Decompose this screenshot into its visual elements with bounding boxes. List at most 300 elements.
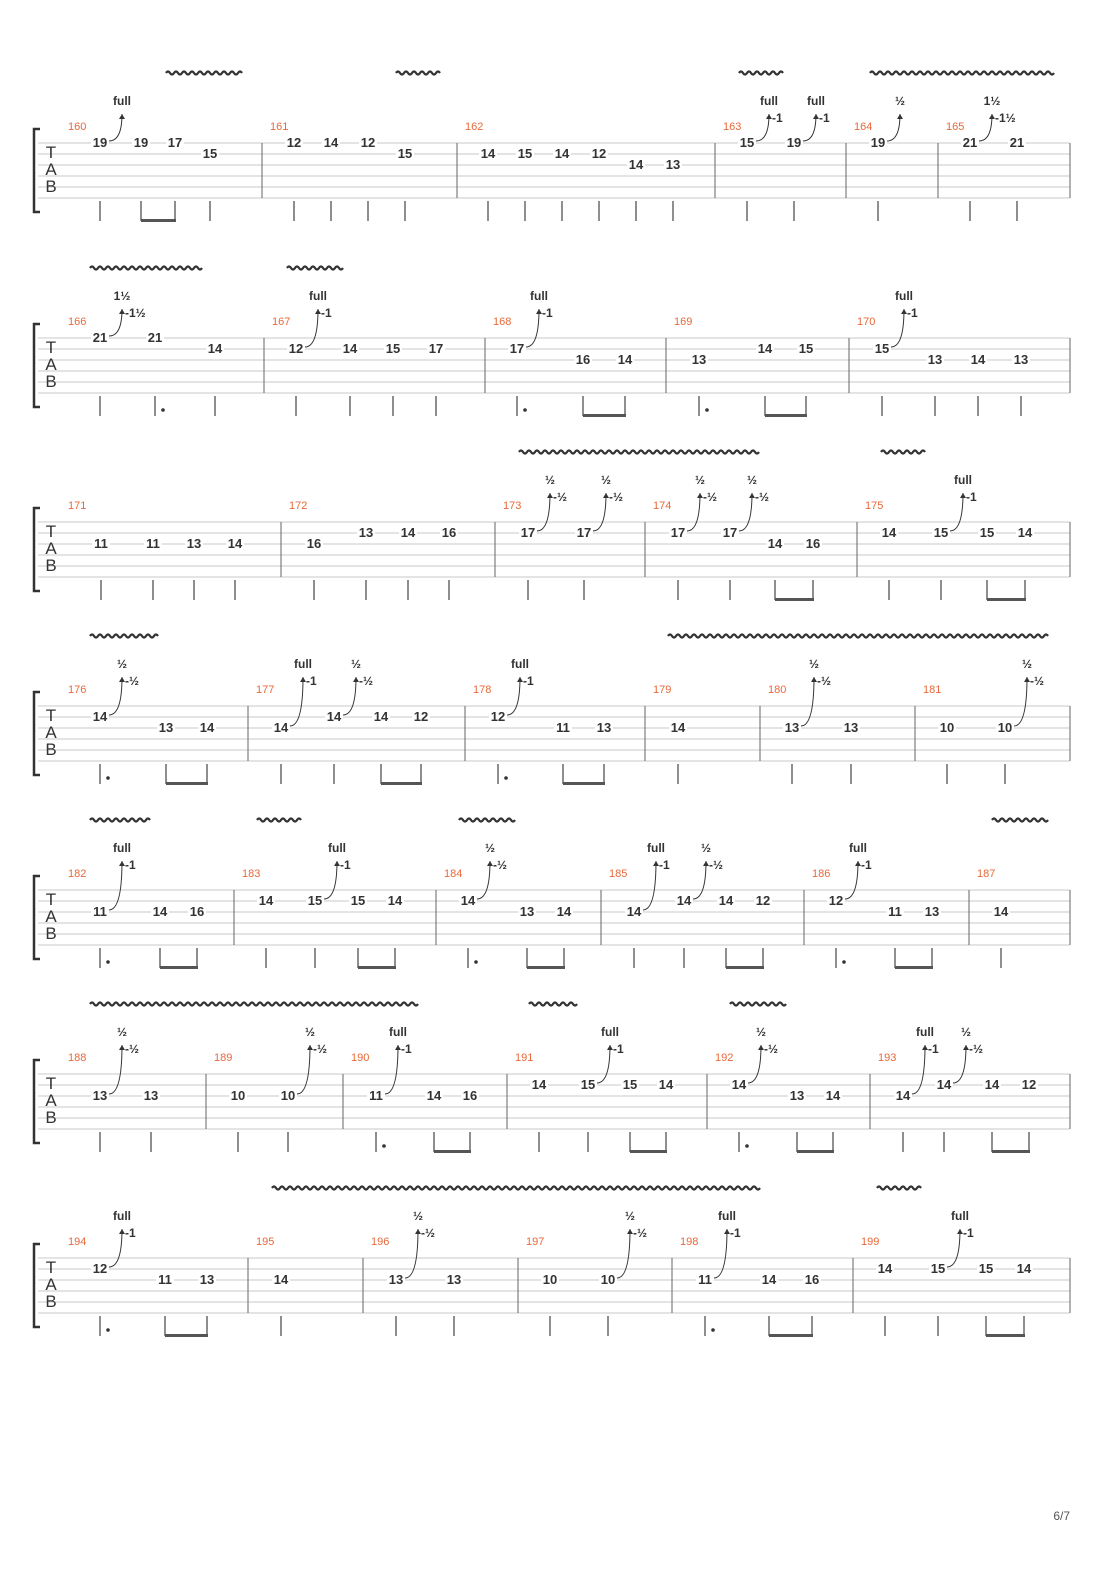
fret-number: 14	[993, 904, 1009, 919]
bend-label: full	[328, 841, 346, 855]
fret-number: 11	[158, 1272, 172, 1287]
fret-number: 14	[757, 341, 773, 356]
measure-number: 178	[473, 684, 492, 696]
fret-number: 15	[930, 1261, 946, 1276]
bend-label: ½	[484, 841, 496, 855]
measure-176	[68, 657, 216, 784]
bend-arrow	[109, 1229, 122, 1267]
measure-number: 195	[256, 1236, 275, 1248]
measure-170	[857, 289, 1030, 416]
release-label: -½	[125, 1042, 140, 1056]
release-label: -½	[609, 490, 624, 504]
tab-clef-letter: T	[45, 522, 57, 541]
fret-number: 16	[462, 1088, 478, 1103]
bend-arrow	[324, 861, 337, 899]
fret-number: 14	[400, 525, 416, 540]
fret-number: 19	[870, 135, 886, 150]
measure-181	[923, 657, 1044, 784]
fret-number: 10	[997, 720, 1013, 735]
bend-arrowhead	[119, 114, 125, 119]
fret-number: 14	[825, 1088, 841, 1103]
measure-172	[289, 500, 458, 600]
fret-number: 15	[350, 893, 366, 908]
bend-label: full	[113, 1209, 131, 1223]
fret-number: 14	[617, 352, 633, 367]
vibrato-mark	[90, 635, 158, 638]
release-label: -½	[633, 1226, 648, 1240]
fret-number: 15	[798, 341, 814, 356]
release-label: -1	[819, 111, 830, 125]
bend-arrow	[593, 493, 606, 531]
fret-number: 19	[133, 135, 149, 150]
bend-label: full	[389, 1025, 407, 1039]
fret-number: 14	[92, 709, 108, 724]
rhythm-dot	[161, 408, 165, 412]
beam	[797, 1150, 834, 1153]
bend-arrow	[109, 677, 122, 715]
fret-number: 14	[326, 709, 342, 724]
bend-label: full	[807, 94, 825, 108]
fret-number: 15	[739, 135, 755, 150]
measure-174	[653, 473, 822, 600]
rhythm-dot	[474, 960, 478, 964]
fret-number: 14	[628, 157, 644, 172]
rhythm-dot	[745, 1144, 749, 1148]
rhythm-dot	[842, 960, 846, 964]
bend-arrow	[891, 309, 904, 347]
tab-clef-letter: A	[45, 160, 57, 179]
bend-label: ½	[304, 1025, 316, 1039]
fret-number: 13	[843, 720, 859, 735]
release-label: -1	[340, 858, 351, 872]
bend-label: ½	[1021, 657, 1033, 671]
fret-number: 16	[575, 352, 591, 367]
tab-system	[34, 635, 1070, 786]
vibrato-mark	[529, 1003, 577, 1006]
measure-186	[812, 841, 941, 968]
fret-number: 11	[556, 720, 570, 735]
system-bracket	[34, 876, 40, 959]
bend-label: ½	[960, 1025, 972, 1039]
bend-arrow	[297, 1045, 310, 1094]
fret-number: 15	[580, 1077, 596, 1092]
beam	[527, 966, 565, 969]
release-label: -1½	[995, 111, 1016, 125]
rhythm-dot	[106, 1328, 110, 1332]
bend-label: full	[647, 841, 665, 855]
fret-number: 14	[881, 525, 897, 540]
rhythm-dot	[106, 960, 110, 964]
fret-number: 14	[718, 893, 734, 908]
bend-arrow	[305, 309, 318, 347]
measure-number: 180	[768, 684, 787, 696]
vibrato-mark	[877, 1187, 921, 1190]
vibrato-mark	[257, 819, 301, 822]
release-label: -1	[401, 1042, 412, 1056]
tab-clef-letter: A	[45, 1091, 57, 1110]
rhythm-dot	[711, 1328, 715, 1332]
fret-number: 21	[1009, 135, 1025, 150]
page-number: 6/7	[1053, 1509, 1070, 1523]
fret-number: 10	[230, 1088, 246, 1103]
fret-number: 13	[596, 720, 612, 735]
rhythm-dot	[523, 408, 527, 412]
measure-number: 191	[515, 1052, 534, 1064]
fret-number: 19	[92, 135, 108, 150]
release-label: -1	[523, 674, 534, 688]
fret-number: 12	[490, 709, 506, 724]
fret-number: 16	[189, 904, 205, 919]
fret-number: 14	[258, 893, 274, 908]
fret-number: 17	[428, 341, 444, 356]
release-label: -1	[966, 490, 977, 504]
tab-clef-letter: B	[45, 740, 57, 759]
measure-number: 199	[861, 1236, 880, 1248]
rhythm-dot	[382, 1144, 386, 1148]
measure-number: 179	[653, 684, 672, 696]
bend-arrow	[109, 861, 122, 910]
measure-179	[653, 684, 687, 784]
beam	[986, 1334, 1025, 1337]
fret-number: 15	[517, 146, 533, 161]
bend-arrow	[912, 1045, 925, 1094]
beam	[992, 1150, 1030, 1153]
vibrato-mark	[668, 635, 1048, 638]
fret-number: 17	[722, 525, 738, 540]
measure-number: 181	[923, 684, 942, 696]
tab-clef-letter: T	[45, 1258, 57, 1277]
fret-number: 13	[199, 1272, 215, 1287]
system-bracket	[34, 692, 40, 775]
beam	[583, 414, 626, 417]
fret-number: 14	[480, 146, 496, 161]
fret-number: 14	[877, 1261, 893, 1276]
fret-number: 14	[342, 341, 358, 356]
release-label: -½	[1030, 674, 1045, 688]
measure-number: 177	[256, 684, 275, 696]
measure-number: 183	[242, 868, 261, 880]
fret-number: 12	[755, 893, 771, 908]
tab-clef-letter: A	[45, 1275, 57, 1294]
bend-arrow	[950, 493, 963, 531]
measure-167	[272, 289, 445, 416]
fret-number: 14	[970, 352, 986, 367]
fret-number: 10	[280, 1088, 296, 1103]
measure-number: 162	[465, 121, 484, 133]
fret-number: 15	[979, 525, 995, 540]
measure-number: 193	[878, 1052, 897, 1064]
fret-number: 12	[286, 135, 302, 150]
system-bracket	[34, 508, 40, 591]
measure-193	[878, 1025, 1038, 1152]
measure-number: 168	[493, 316, 512, 328]
measure-number: 174	[653, 500, 672, 512]
bend-arrow	[748, 1045, 761, 1083]
fret-number: 15	[874, 341, 890, 356]
fret-number: 11	[369, 1088, 383, 1103]
bend-arrow	[687, 493, 700, 531]
tab-system	[34, 1003, 1070, 1154]
measure-number: 172	[289, 500, 308, 512]
bend-label: full	[760, 94, 778, 108]
fret-number: 13	[388, 1272, 404, 1287]
fret-number: 10	[542, 1272, 558, 1287]
bend-label: ½	[350, 657, 362, 671]
measure-number: 161	[270, 121, 289, 133]
release-label: -½	[359, 674, 374, 688]
bend-label: full	[294, 657, 312, 671]
measure-192	[715, 1025, 842, 1152]
fret-number: 14	[676, 893, 692, 908]
fret-number: 13	[927, 352, 943, 367]
bend-arrow	[343, 677, 356, 715]
vibrato-mark	[730, 1003, 786, 1006]
release-label: -1	[321, 306, 332, 320]
bend-arrow	[714, 1229, 727, 1278]
measure-number: 187	[977, 868, 996, 880]
fret-number: 14	[373, 709, 389, 724]
bend-label: full	[849, 841, 867, 855]
tab-clef-letter: B	[45, 1292, 57, 1311]
rhythm-dot	[504, 776, 508, 780]
measure-175	[865, 473, 1034, 600]
bend-label: ½	[808, 657, 820, 671]
release-label: -1	[861, 858, 872, 872]
fret-number: 17	[167, 135, 183, 150]
measure-number: 171	[68, 500, 87, 512]
fret-number: 10	[600, 1272, 616, 1287]
measure-196	[371, 1209, 463, 1336]
bend-label: full	[530, 289, 548, 303]
measure-number: 169	[674, 316, 693, 328]
fret-number: 13	[784, 720, 800, 735]
bend-arrow	[643, 861, 656, 910]
measure-number: 196	[371, 1236, 390, 1248]
bend-label: ½	[624, 1209, 636, 1223]
bend-label: ½	[746, 473, 758, 487]
release-label: -½	[817, 674, 832, 688]
fret-number: 12	[413, 709, 429, 724]
fret-number: 14	[207, 341, 223, 356]
beam	[765, 414, 807, 417]
fret-number: 17	[520, 525, 536, 540]
bend-arrow	[1014, 677, 1027, 726]
bend-label: ½	[694, 473, 706, 487]
bend-arrow	[617, 1229, 630, 1278]
bend-arrow	[845, 861, 858, 899]
fret-number: 14	[387, 893, 403, 908]
measure-number: 198	[680, 1236, 699, 1248]
fret-number: 13	[186, 536, 202, 551]
bend-arrow	[507, 677, 520, 715]
fret-number: 14	[731, 1077, 747, 1092]
bend-arrow	[801, 677, 814, 726]
tab-system	[34, 72, 1070, 223]
tab-clef-letter: A	[45, 539, 57, 558]
fret-number: 13	[789, 1088, 805, 1103]
bend-label: full	[113, 94, 131, 108]
vibrato-mark	[739, 72, 783, 75]
bend-label: 1½	[113, 289, 131, 303]
measure-191	[515, 1025, 675, 1152]
bend-label: ½	[544, 473, 556, 487]
release-label: -½	[125, 674, 140, 688]
fret-number: 16	[306, 536, 322, 551]
vibrato-mark	[519, 451, 759, 454]
bend-label: ½	[116, 1025, 128, 1039]
bend-label: 1½	[983, 94, 1001, 108]
fret-number: 14	[658, 1077, 674, 1092]
fret-number: 14	[767, 536, 783, 551]
vibrato-mark	[90, 267, 202, 270]
vibrato-mark	[166, 72, 242, 75]
measure-178	[473, 657, 613, 784]
bend-label: ½	[700, 841, 712, 855]
fret-number: 11	[146, 536, 160, 551]
measure-183	[242, 841, 404, 968]
fret-number: 11	[93, 904, 107, 919]
fret-number: 16	[804, 1272, 820, 1287]
measure-162	[465, 121, 682, 221]
measure-180	[768, 657, 860, 784]
fret-number: 13	[158, 720, 174, 735]
bend-arrow	[537, 493, 550, 531]
fret-number: 15	[385, 341, 401, 356]
release-label: -1	[963, 1226, 974, 1240]
measure-199	[861, 1209, 1033, 1336]
bend-arrow	[526, 309, 539, 347]
measure-190	[351, 1025, 479, 1152]
fret-number: 14	[761, 1272, 777, 1287]
beam	[895, 966, 933, 969]
tab-clef-letter: B	[45, 177, 57, 196]
fret-number: 13	[519, 904, 535, 919]
tab-clef-letter: A	[45, 907, 57, 926]
release-label: -1	[125, 858, 136, 872]
measure-189	[214, 1025, 327, 1152]
fret-number: 14	[556, 904, 572, 919]
release-label: -½	[709, 858, 724, 872]
release-label: -½	[493, 858, 508, 872]
beam	[987, 598, 1026, 601]
bend-label: full	[895, 289, 913, 303]
measure-163	[723, 94, 830, 221]
release-label: -½	[703, 490, 718, 504]
fret-number: 21	[92, 330, 108, 345]
tab-system	[34, 267, 1070, 418]
measure-number: 184	[444, 868, 463, 880]
beam	[358, 966, 396, 969]
release-label: -1	[613, 1042, 624, 1056]
beam	[381, 782, 422, 785]
rhythm-dot	[106, 776, 110, 780]
fret-number: 14	[426, 1088, 442, 1103]
bend-arrow	[953, 1045, 966, 1083]
measure-168	[493, 289, 634, 416]
fret-number: 14	[152, 904, 168, 919]
measure-number: 188	[68, 1052, 87, 1064]
measure-166	[68, 289, 224, 416]
release-label: -1	[772, 111, 783, 125]
measure-173	[503, 473, 623, 600]
tab-clef-letter: T	[45, 143, 57, 162]
release-label: -½	[764, 1042, 779, 1056]
measure-number: 163	[723, 121, 742, 133]
fret-number: 14	[554, 146, 570, 161]
measure-185	[609, 841, 772, 968]
vibrato-mark	[272, 1187, 760, 1190]
measure-182	[68, 841, 206, 968]
measure-number: 197	[526, 1236, 545, 1248]
vibrato-mark	[459, 819, 515, 822]
tab-clef-letter: B	[45, 1108, 57, 1127]
fret-number: 14	[626, 904, 642, 919]
tab-clef-letter: T	[45, 1074, 57, 1093]
measure-171	[68, 500, 244, 600]
fret-number: 14	[273, 1272, 289, 1287]
tab-clef-letter: B	[45, 372, 57, 391]
system-bracket	[34, 1060, 40, 1143]
fret-number: 14	[895, 1088, 911, 1103]
measure-number: 164	[854, 121, 873, 133]
measure-164	[854, 94, 905, 221]
bend-label: ½	[116, 657, 128, 671]
beam	[166, 782, 208, 785]
vibrato-mark	[881, 451, 925, 454]
vibrato-mark	[90, 1003, 418, 1006]
fret-number: 14	[670, 720, 686, 735]
measure-number: 194	[68, 1236, 87, 1248]
fret-number: 11	[94, 536, 108, 551]
fret-number: 15	[622, 1077, 638, 1092]
fret-number: 13	[924, 904, 940, 919]
system-bracket	[34, 129, 40, 212]
fret-number: 13	[446, 1272, 462, 1287]
measure-number: 190	[351, 1052, 370, 1064]
beam	[769, 1334, 813, 1337]
fret-number: 16	[441, 525, 457, 540]
fret-number: 17	[509, 341, 525, 356]
fret-number: 15	[307, 893, 323, 908]
fret-number: 14	[1016, 1261, 1032, 1276]
bend-arrowhead	[897, 114, 903, 119]
fret-number: 11	[888, 904, 902, 919]
fret-number: 13	[691, 352, 707, 367]
bend-arrow	[597, 1045, 610, 1083]
tab-clef-letter: A	[45, 355, 57, 374]
bend-arrow	[405, 1229, 418, 1278]
measure-187	[977, 868, 1010, 968]
fret-number: 12	[92, 1261, 108, 1276]
fret-number: 14	[984, 1077, 1000, 1092]
measure-188	[68, 1025, 160, 1152]
fret-number: 16	[805, 536, 821, 551]
fret-number: 14	[199, 720, 215, 735]
tab-clef-letter: B	[45, 924, 57, 943]
beam	[563, 782, 605, 785]
beam	[434, 1150, 471, 1153]
beam	[775, 598, 814, 601]
bend-label: full	[309, 289, 327, 303]
bend-label: full	[718, 1209, 736, 1223]
bend-arrow	[693, 861, 706, 899]
measure-160	[68, 94, 219, 221]
release-label: -1	[907, 306, 918, 320]
fret-number: 21	[147, 330, 163, 345]
bend-arrow	[109, 1045, 122, 1094]
fret-number: 19	[786, 135, 802, 150]
release-label: -1	[928, 1042, 939, 1056]
